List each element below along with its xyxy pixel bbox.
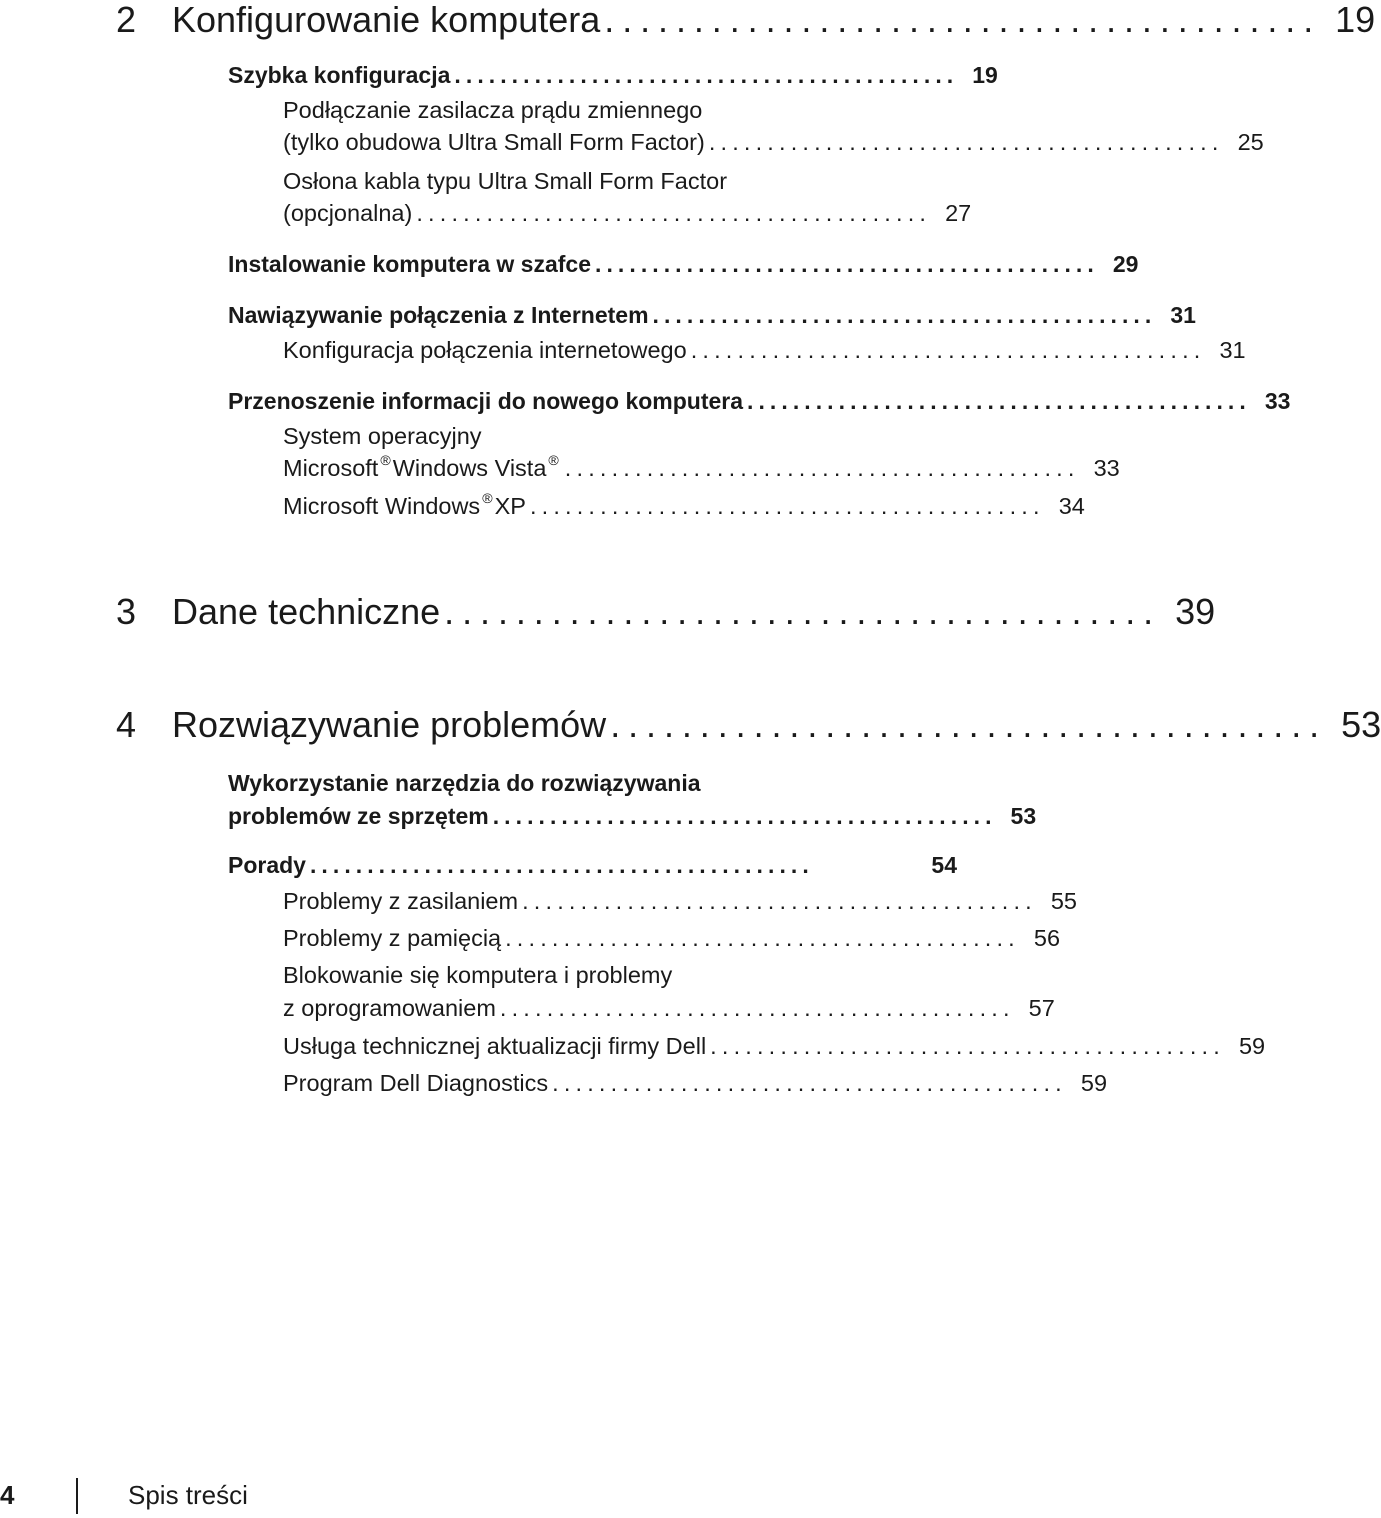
page-number: 33 [1264,388,1291,414]
toc-chapter-2[interactable] [116,0,1376,40]
toc-entry-hw-troubleshooter[interactable] [228,801,1037,831]
toc-entry-cable-cover[interactable] [283,198,972,228]
toc-entry-power-adapter[interactable] [283,127,1264,157]
chapter-number: 2 [116,0,137,40]
entry-title: Szybka konfiguracja [228,62,451,88]
toc-chapter-3[interactable] [116,591,1216,632]
toc-entry-lockups[interactable] [283,993,1055,1023]
page-number: 57 [1028,995,1055,1021]
page-number: 53 [1341,704,1381,745]
toc-entry-lockups-line1: Blokowanie się komputera i problemy [283,962,673,988]
page-number: 53 [1010,803,1037,829]
dot-leader: ............................................ [690,337,1206,363]
toc-entry-power-adapter-line1: Podłączanie zasilacza prądu zmiennego [283,97,703,123]
chapter-title: Rozwiązywanie problemów [172,704,607,745]
dot-leader: ............................................ [454,62,959,88]
page-number: 55 [1050,888,1077,914]
entry-title-part: Microsoft [283,455,379,481]
toc-entry-power-problems[interactable] [283,886,1077,916]
dot-leader: ............................................ [499,995,1015,1021]
dot-leader: ........................................ [604,0,1322,40]
dot-leader: ............................................ [492,803,997,829]
page-number: 27 [945,200,972,226]
footer-divider [76,1478,78,1514]
toc-chapter-4[interactable] [116,704,1381,745]
registered-mark: ® [482,490,493,507]
dot-leader: ............................................ [595,251,1099,277]
toc-entry-internet[interactable] [228,300,1196,330]
entry-title: z oprogramowaniem [283,995,496,1021]
toc-entry-rack-install[interactable] [228,249,1139,279]
page-number: 54 [931,852,957,878]
entry-title-part: XP [494,493,526,519]
entry-title: Usługa technicznej aktualizacji firmy Dell [283,1033,707,1059]
toc-entry-xp[interactable] [283,490,1085,524]
dot-leader: ............................................ [747,388,1251,414]
dot-leader: ............................................ [652,302,1157,328]
page-number: 34 [1058,493,1085,519]
entry-title: (opcjonalna) [283,200,413,226]
entry-title: Problemy z zasilaniem [283,888,519,914]
page-number: 31 [1170,302,1196,328]
dot-leader: ............................................ [552,1070,1067,1096]
toc-entry-vista[interactable] [283,452,1120,486]
page-number: 19 [1335,0,1376,40]
entry-title: Program Dell Diagnostics [283,1070,549,1096]
entry-title: Porady [228,852,306,878]
dot-leader: ............................................ [564,455,1080,481]
chapter-number: 3 [116,591,137,632]
chapter-title: Dane techniczne [172,591,441,632]
toc-entry-transfer[interactable] [228,386,1291,416]
page-number: 56 [1033,925,1061,951]
toc-entry-internet-config[interactable] [283,335,1246,365]
entry-title: Problemy z pamięcią [283,925,502,951]
dot-leader: ........................................ [444,591,1162,632]
dot-leader: ............................................ [416,200,932,226]
entry-title: Przenoszenie informacji do nowego komputera [228,388,744,414]
toc-entry-vista-line1: System operacyjny [283,423,482,449]
page-number: 29 [1112,251,1139,277]
registered-mark: ® [380,452,391,469]
chapter-title: Konfigurowanie komputera [172,0,601,40]
dot-leader: ............................................ [529,493,1045,519]
entry-title: (tylko obudowa Ultra Small Form Factor) [283,129,705,155]
entry-title-part: Windows Vista [392,455,547,481]
toc-entry-cable-cover-line1: Osłona kabla typu Ultra Small Form Factor [283,168,728,194]
entry-title: Konfiguracja połączenia internetowego [283,337,687,363]
page-number: 25 [1237,129,1264,155]
entry-title: Nawiązywanie połączenia z Internetem [228,302,649,328]
toc-entry-dell-update[interactable] [283,1031,1266,1061]
page-number: 39 [1175,591,1216,632]
footer-page-number: 4 [0,1480,15,1510]
page-number: 19 [972,62,998,88]
footer-section-title: Spis treści [128,1480,248,1510]
dot-leader: ........................................ [610,704,1328,745]
page-number: 33 [1093,455,1120,481]
dot-leader: ............................................ [708,129,1224,155]
entry-title: Instalowanie komputera w szafce [228,251,592,277]
chapter-number: 4 [116,704,137,745]
dot-leader: ............................................ [710,1033,1225,1059]
toc-entry-tips[interactable] [228,850,957,880]
toc-entry-quick-setup[interactable] [228,60,998,90]
dot-leader: ............................................ [505,925,1020,951]
dot-leader: ............................................ [522,888,1037,914]
registered-mark: ® [548,452,559,469]
dot-leader: ............................................ [309,852,814,878]
page-number: 59 [1238,1033,1266,1059]
page-number: 59 [1080,1070,1108,1096]
entry-title-part: Microsoft Windows [283,493,481,519]
entry-title: problemów ze sprzętem [228,803,489,829]
toc-entry-diagnostics[interactable] [283,1068,1108,1098]
toc-entry-hw-troubleshooter-line1: Wykorzystanie narzędzia do rozwiązywania [228,770,701,796]
toc-entry-memory-problems[interactable] [283,923,1061,953]
page-number: 31 [1219,337,1246,363]
